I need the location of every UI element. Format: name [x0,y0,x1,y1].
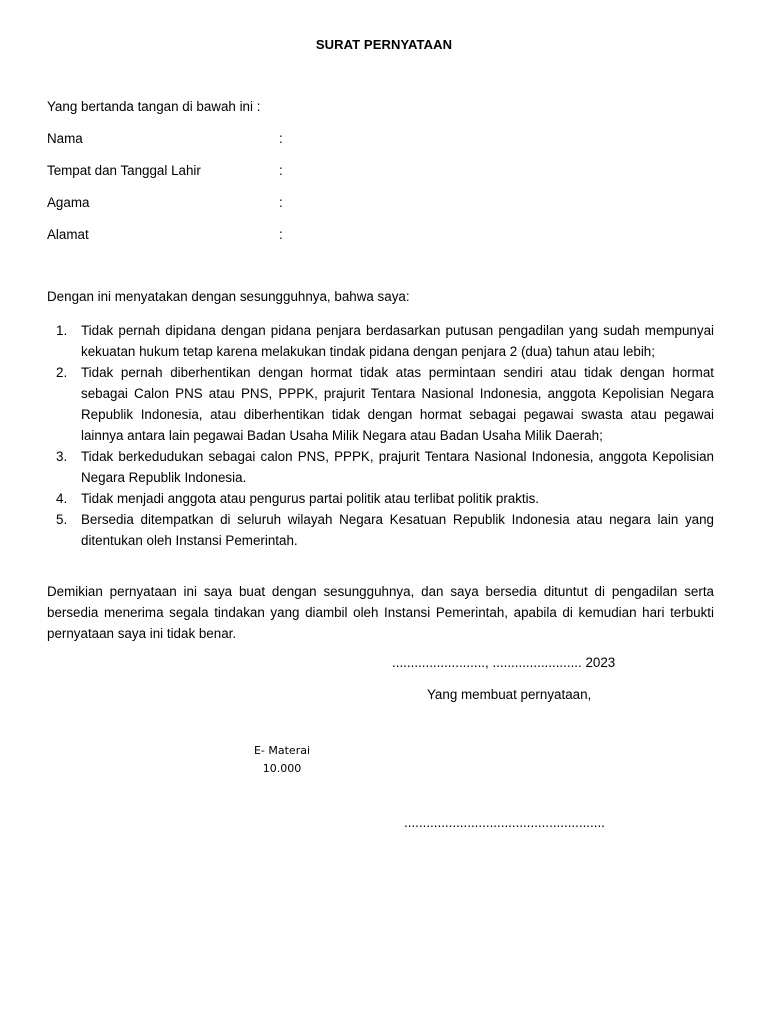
list-number: 3. [56,449,68,464]
date-line: ........................., ........................ 2023 [392,655,616,670]
list-text: Tidak berkedudukan sebagai calon PNS, PPPK, prajurit Tentara Nasional Indonesia, anggota Kepolisian Negara Republik Indonesia. [81,449,714,485]
field-colon: : [279,131,283,146]
signature-line: ...................................................... [404,815,605,830]
list-number: 5. [56,512,68,527]
materai-value: 10.000 [262,762,302,775]
field-colon: : [279,227,283,242]
statement-list [47,320,714,551]
field-label: Tempat dan Tanggal Lahir [47,163,201,178]
list-text: Tidak menjadi anggota atau pengurus partai politik atau terlibat politik praktis. [81,491,540,506]
closing-paragraph: Demikian pernyataan ini saya buat dengan sesungguhnya, dan saya bersedia dituntut di pengadilan serta bersedia menerima segala tindakan yang diambil oleh Instansi Pemerintah, apabila di kemudian hari terbukti pernyataan saya ini tidak benar. [47,584,714,641]
list-item [47,446,714,488]
list-item [47,509,714,551]
list-number: 2. [56,365,68,380]
field-alamat [47,227,547,245]
materai-label: E- Materai [253,744,311,757]
field-label: Alamat [47,227,89,242]
field-label: Nama [47,131,83,146]
list-text: Tidak pernah dipidana dengan pidana penjara berdasarkan putusan pengadilan yang sudah mempunyai kekuatan hukum tetap karena melakukan tindak pidana dengan penjara 2 (dua) tahun atau lebih; [81,323,714,359]
field-colon: : [279,163,283,178]
list-item [47,362,714,446]
field-agama [47,195,547,213]
list-number: 4. [56,491,68,506]
maker-label: Yang membuat pernyataan, [427,687,592,702]
list-text: Bersedia ditempatkan di seluruh wilayah Negara Kesatuan Republik Indonesia atau negara lain yang ditentukan oleh Instansi Pemerintah. [81,512,714,548]
field-colon: : [279,195,283,210]
list-number: 1. [56,323,68,338]
field-label: Agama [47,195,90,210]
statement-lead: Dengan ini menyatakan dengan sesungguhnya, bahwa saya: [47,289,410,304]
field-tempat-tanggal-lahir [47,163,547,181]
intro-text: Yang bertanda tangan di bawah ini : [47,99,261,114]
e-materai-stamp [240,742,324,778]
list-item [47,320,714,362]
document-title: SURAT PERNYATAAN [315,37,453,52]
list-text: Tidak pernah diberhentikan dengan hormat tidak atas permintaan sendiri atau tidak dengan hormat sebagai Calon PNS atau PNS, PPPK, prajurit Tentara Nasional Indonesia, anggota Kepolisian Negara Republik Indonesia, atau diberhentikan tidak dengan hormat sebagai pegawai swasta atau pegawai lainnya antara lain pegawai Badan Usaha Milik Negara atau Badan Usaha Milik Daerah; [81,365,714,443]
field-nama [47,131,547,149]
list-item [47,488,714,509]
